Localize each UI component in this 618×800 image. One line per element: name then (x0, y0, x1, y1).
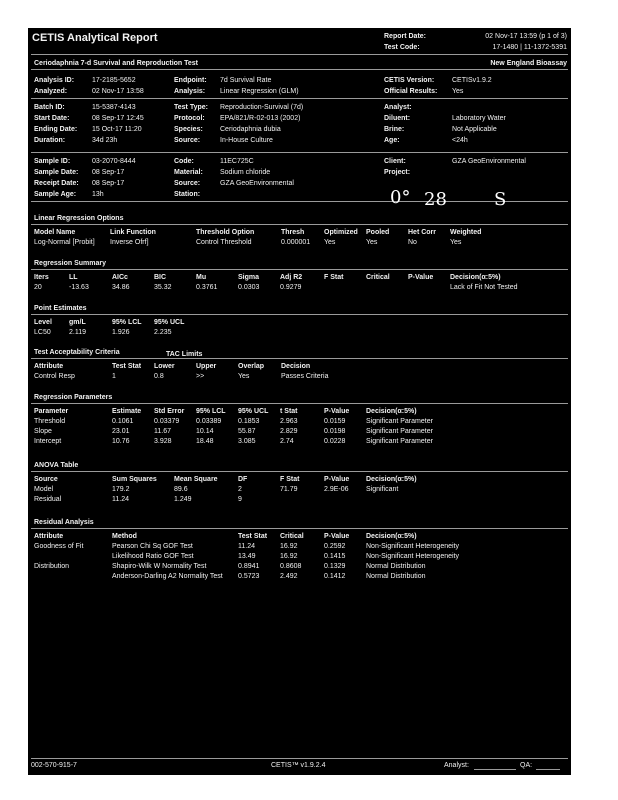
info-value: GZA GeoEnvironmental (220, 180, 294, 187)
test-acceptability-col-header: Test Stat (112, 363, 142, 370)
info-value: 13h (92, 191, 104, 198)
regression-parameters-cell: Intercept (34, 438, 62, 445)
anova-table-cell: 179.2 (112, 486, 130, 493)
lr-options-cell: Yes (450, 239, 462, 246)
report-date-value: 02 Nov-17 13:59 (p 1 of 3) (485, 33, 567, 40)
test-code-label: Test Code: (384, 44, 420, 51)
info-value: Not Applicable (452, 126, 497, 133)
regression-parameters-col-header: 95% UCL (238, 408, 269, 415)
anova-table-cell: Residual (34, 496, 62, 503)
residual-analysis-cell: 11.24 (238, 543, 255, 550)
info-value: 08 Sep-17 12:45 (92, 115, 144, 122)
info-value: 7d Survival Rate (220, 77, 272, 84)
lr-options-col-header: Het Corr (408, 229, 437, 236)
info-label: Client: (384, 158, 406, 165)
report-date-label: Report Date: (384, 33, 427, 40)
residual-analysis-col-header: Method (112, 533, 137, 540)
regression-parameters-cell: 10.76 (112, 438, 130, 445)
anova-table-col-header: Decision(α:5%) (366, 476, 417, 483)
test-code-value: 17-1480 | 11-1372-5391 (492, 44, 567, 51)
regression-summary-col-header: Adj R2 (280, 274, 303, 281)
regression-parameters-title-rule (31, 403, 568, 404)
residual-analysis-cell: Anderson-Darling A2 Normality Test (112, 573, 223, 580)
regression-summary-cell: 34.86 (112, 284, 130, 291)
handwritten-initial: S (494, 189, 507, 210)
anova-table-cell: 2.9E-06 (324, 486, 349, 493)
regression-parameters-cell: 0.0159 (324, 418, 346, 425)
regression-summary-cell: 0.0303 (238, 284, 260, 291)
footer-qa-label: QA: (520, 762, 533, 769)
residual-analysis-cell: 13.49 (238, 553, 256, 560)
handwritten-number: 28 (424, 189, 447, 210)
info-value: 15 Oct-17 11:20 (92, 126, 142, 133)
test-acceptability-cell: Passes Criteria (281, 373, 329, 380)
residual-analysis-cell: Distribution (34, 563, 70, 570)
handwritten-temperature: 0° (390, 187, 411, 208)
test-acceptability-col-header: Attribute (34, 363, 64, 370)
info-value: 11EC725C (220, 158, 254, 165)
residual-analysis-cell: Non-Significant Heterogeneity (366, 553, 459, 560)
lr-options-col-header: Threshold Option (196, 229, 255, 236)
residual-analysis-cell: Shapiro-Wilk W Normality Test (112, 563, 207, 570)
regression-summary-col-header: LL (69, 274, 78, 281)
test-acceptability-col-header: Upper (196, 363, 217, 370)
lr-options-cell: Yes (324, 239, 336, 246)
info-value: 34d 23h (92, 137, 118, 144)
residual-analysis-cell: Normal Distribution (366, 563, 426, 570)
lr-options-title-rule (31, 224, 568, 225)
info-label: Source: (174, 137, 201, 144)
anova-table-col-header: Mean Square (174, 476, 218, 483)
lr-options-col-header: Weighted (450, 229, 482, 236)
lr-options-cell: Yes (366, 239, 378, 246)
residual-analysis-cell: 0.5723 (238, 573, 260, 580)
regression-summary-cell: -13.63 (69, 284, 89, 291)
residual-analysis-title: Residual Analysis (34, 519, 94, 526)
info-label: Sample ID: (34, 158, 71, 165)
footer-analyst-label: Analyst: (444, 762, 469, 769)
info-label: Endpoint: (174, 77, 207, 84)
regression-summary-cell: Lack of Fit Not Tested (450, 284, 518, 291)
residual-analysis-cell: Non-Significant Heterogeneity (366, 543, 459, 550)
lr-options-col-header: Thresh (281, 229, 305, 236)
point-estimates-cell: 2.235 (154, 329, 172, 336)
info-value: Linear Regression (GLM) (220, 88, 299, 95)
residual-analysis-cell: 0.1415 (324, 553, 346, 560)
residual-analysis-cell: 0.1329 (324, 563, 346, 570)
info-label: CETIS Version: (384, 77, 435, 84)
lab-name: New England Bioassay (490, 60, 567, 67)
residual-analysis-cell: 0.8941 (238, 563, 260, 570)
regression-summary-col-header: Iters (34, 274, 49, 281)
regression-parameters-cell: Slope (34, 428, 52, 435)
regression-parameters-col-header: 95% LCL (196, 408, 226, 415)
lr-options-col-header: Optimized (324, 229, 358, 236)
lr-options-col-header: Pooled (366, 229, 390, 236)
residual-analysis-cell: Normal Distribution (366, 573, 426, 580)
anova-table-cell: 89.6 (174, 486, 188, 493)
regression-summary-title: Regression Summary (34, 260, 106, 267)
regression-summary-col-header: P-Value (408, 274, 434, 281)
regression-parameters-col-header: P-Value (324, 408, 350, 415)
info-label: Brine: (384, 126, 405, 133)
regression-parameters-cell: Significant Parameter (366, 418, 433, 425)
lr-options-cell: 0.000001 (281, 239, 311, 246)
regression-summary-title-rule (31, 269, 568, 270)
regression-parameters-col-header: Decision(α:5%) (366, 408, 417, 415)
lr-options-cell: Log-Normal [Probit] (34, 239, 95, 246)
test-acceptability-col-header: Overlap (238, 363, 265, 370)
regression-parameters-cell: 11.67 (154, 428, 171, 435)
residual-analysis-col-header: Critical (280, 533, 304, 540)
regression-summary-cell: 0.3761 (196, 284, 218, 291)
regression-summary-col-header: F Stat (324, 274, 344, 281)
regression-parameters-cell: 2.963 (280, 418, 298, 425)
anova-table-cell: Model (34, 486, 54, 493)
regression-parameters-cell: 0.1853 (238, 418, 260, 425)
regression-summary-col-header: Sigma (238, 274, 260, 281)
info-value: <24h (452, 137, 468, 144)
point-estimates-title-rule (31, 314, 568, 315)
lr-options-cell: Inverse Ofrf] (110, 239, 149, 246)
residual-analysis-cell: 16.92 (280, 553, 298, 560)
regression-parameters-cell: 10.14 (196, 428, 214, 435)
regression-summary-col-header: AICc (112, 274, 128, 281)
regression-parameters-cell: 0.1061 (112, 418, 134, 425)
info-label: Analyzed: (34, 88, 68, 95)
lr-options-col-header: Model Name (34, 229, 76, 236)
test-acceptability-cell: 1 (112, 373, 116, 380)
test-acceptability-title: Test Acceptability Criteria (34, 349, 120, 356)
lr-options-cell: Control Threshold (196, 239, 252, 246)
residual-analysis-cell: Likelihood Ratio GOF Test (112, 553, 194, 560)
lr-options-col-header: Link Function (110, 229, 156, 236)
info-value: In-House Culture (220, 137, 273, 144)
regression-parameters-cell: 18.48 (196, 438, 214, 445)
info-label: Receipt Date: (34, 180, 79, 187)
info-label: Diluent: (384, 115, 411, 122)
regression-parameters-title: Regression Parameters (34, 394, 113, 401)
info-value: 15-5387-4143 (92, 104, 136, 111)
anova-table-title-rule (31, 471, 568, 472)
anova-table-col-header: DF (238, 476, 248, 483)
residual-analysis-col-header: P-Value (324, 533, 350, 540)
test-acceptability-cell: Control Resp (34, 373, 75, 380)
point-estimates-col-header: 95% LCL (112, 319, 142, 326)
info-label: Material: (174, 169, 203, 176)
residual-analysis-cell: Goodness of Fit (34, 543, 84, 550)
info-value: Yes (452, 88, 464, 95)
info-label: Protocol: (174, 115, 205, 122)
regression-parameters-cell: 0.03389 (196, 418, 222, 425)
test-acceptability-col-header: Decision (281, 363, 311, 370)
header-rule (31, 54, 568, 55)
regression-summary-col-header: Critical (366, 274, 390, 281)
info-label: Sample Age: (34, 191, 77, 198)
info-label: Ending Date: (34, 126, 78, 133)
footer-version: CETIS™ v1.9.2.4 (271, 762, 326, 769)
report-title: CETIS Analytical Report (32, 32, 158, 44)
footer-doc-id: 002-570-915-7 (31, 762, 77, 769)
regression-parameters-cell: Significant Parameter (366, 438, 433, 445)
info-value: CETISv1.9.2 (452, 77, 492, 84)
tac-limits-label: TAC Limits (166, 351, 203, 358)
info-label: Batch ID: (34, 104, 65, 111)
anova-table-cell: 11.24 (112, 496, 129, 503)
info-group-rule-1 (31, 98, 568, 99)
regression-parameters-cell: 2.829 (280, 428, 298, 435)
test-acceptability-cell: >> (196, 373, 205, 380)
anova-table-cell: 71.79 (280, 486, 298, 493)
regression-parameters-cell: 0.0228 (324, 438, 346, 445)
regression-parameters-col-header: t Stat (280, 408, 298, 415)
regression-parameters-cell: 0.0198 (324, 428, 346, 435)
qa-signature-line (536, 769, 560, 770)
anova-table-col-header: F Stat (280, 476, 300, 483)
test-acceptability-cell: 0.8 (154, 373, 164, 380)
info-label: Sample Date: (34, 169, 79, 176)
info-value: GZA GeoEnvironmental (452, 158, 526, 165)
info-label: Species: (174, 126, 203, 133)
anova-table-cell: Significant (366, 486, 399, 493)
regression-parameters-cell: Threshold (34, 418, 66, 425)
regression-parameters-cell: 3.085 (238, 438, 256, 445)
point-estimates-col-header: 95% UCL (154, 319, 185, 326)
anova-table-cell: 2 (238, 486, 242, 493)
info-label: Official Results: (384, 88, 438, 95)
anova-table-col-header: Sum Squares (112, 476, 157, 483)
anova-table-cell: 1.249 (174, 496, 192, 503)
regression-summary-col-header: Decision(α:5%) (450, 274, 501, 281)
info-value: Reproduction-Survival (7d) (220, 104, 304, 111)
regression-parameters-col-header: Estimate (112, 408, 142, 415)
point-estimates-title: Point Estimates (34, 305, 87, 312)
regression-summary-col-header: BIC (154, 274, 167, 281)
test-name-rule (31, 69, 568, 70)
regression-parameters-col-header: Std Error (154, 408, 185, 415)
info-value: Ceriodaphnia dubia (220, 126, 281, 133)
info-label: Duration: (34, 137, 66, 144)
regression-parameters-cell: 23.01 (112, 428, 130, 435)
info-label: Analysis ID: (34, 77, 75, 84)
residual-analysis-col-header: Decision(α:5%) (366, 533, 417, 540)
residual-analysis-col-header: Test Stat (238, 533, 268, 540)
residual-analysis-title-rule (31, 528, 568, 529)
lr-options-title: Linear Regression Options (34, 215, 124, 222)
point-estimates-cell: LC50 (34, 329, 51, 336)
point-estimates-col-header: gm/L (69, 319, 86, 326)
residual-analysis-col-header: Attribute (34, 533, 64, 540)
info-label: Code: (174, 158, 194, 165)
info-value: Sodium chloride (220, 169, 271, 176)
regression-parameters-col-header: Parameter (34, 408, 69, 415)
regression-parameters-cell: 2.74 (280, 438, 294, 445)
residual-analysis-cell: 0.8608 (280, 563, 302, 570)
info-value: 02 Nov-17 13:58 (92, 88, 144, 95)
point-estimates-cell: 1.926 (112, 329, 130, 336)
regression-parameters-cell: Significant Parameter (366, 428, 433, 435)
info-value: 08 Sep-17 (92, 180, 125, 187)
anova-table-col-header: P-Value (324, 476, 350, 483)
info-value: 03-2070-8444 (92, 158, 136, 165)
residual-analysis-cell: Pearson Chi Sq GOF Test (112, 543, 193, 550)
footer-rule (31, 758, 568, 759)
regression-summary-cell: 0.9279 (280, 284, 302, 291)
info-end-rule (31, 201, 568, 202)
residual-analysis-cell: 0.1412 (324, 573, 346, 580)
info-value: 17-2185-5652 (92, 77, 136, 84)
info-label: Age: (384, 137, 400, 144)
info-label: Project: (384, 169, 411, 176)
lr-options-cell: No (408, 239, 417, 246)
info-label: Analysis: (174, 88, 206, 95)
info-label: Start Date: (34, 115, 70, 122)
residual-analysis-cell: 2.492 (280, 573, 298, 580)
info-label: Source: (174, 180, 201, 187)
analyst-signature-line (474, 769, 516, 770)
test-acceptability-title-rule (31, 358, 568, 359)
info-value: 08 Sep-17 (92, 169, 125, 176)
info-group-rule-2 (31, 152, 568, 153)
info-label: Test Type: (174, 104, 208, 111)
test-name: Ceriodaphnia 7-d Survival and Reproduction Test (34, 60, 199, 67)
regression-parameters-cell: 55.87 (238, 428, 256, 435)
info-label: Analyst: (384, 104, 412, 111)
point-estimates-col-header: Level (34, 319, 52, 326)
residual-analysis-cell: 16.92 (280, 543, 298, 550)
regression-parameters-cell: 3.928 (154, 438, 172, 445)
info-label: Station: (174, 191, 201, 198)
anova-table-cell: 9 (238, 496, 242, 503)
anova-table-col-header: Source (34, 476, 58, 483)
info-value: EPA/821/R-02-013 (2002) (220, 115, 301, 122)
regression-summary-col-header: Mu (196, 274, 207, 281)
info-value: Laboratory Water (452, 115, 506, 122)
report-page (28, 28, 571, 775)
regression-summary-cell: 20 (34, 284, 42, 291)
residual-analysis-cell: 0.2592 (324, 543, 346, 550)
regression-parameters-cell: 0.03379 (154, 418, 180, 425)
anova-table-title: ANOVA Table (34, 462, 79, 469)
test-acceptability-cell: Yes (238, 373, 250, 380)
test-acceptability-col-header: Lower (154, 363, 175, 370)
regression-summary-cell: 35.32 (154, 284, 172, 291)
point-estimates-cell: 2.119 (69, 329, 86, 336)
